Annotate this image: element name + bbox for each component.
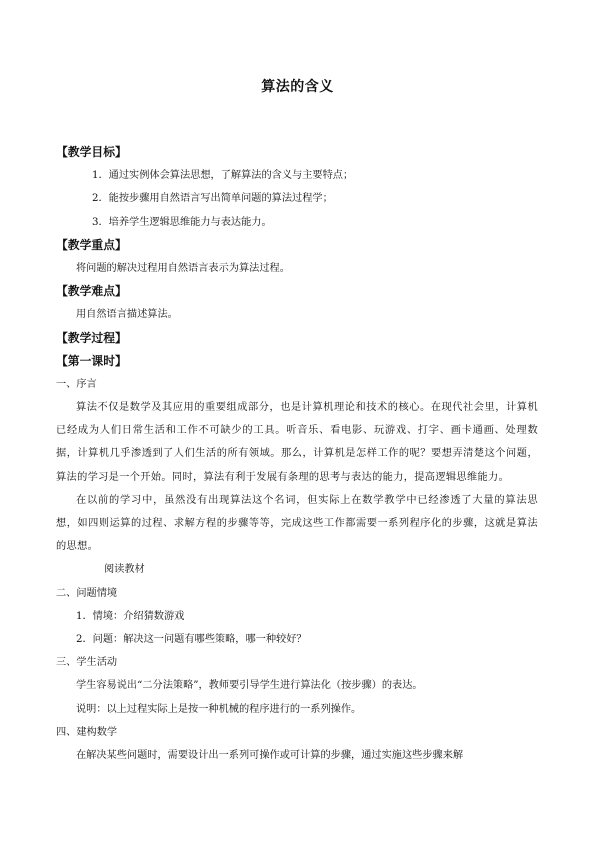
key-text: 将问题的解决过程用自然语言表示为算法过程。 bbox=[76, 262, 290, 274]
part3-paragraph-2: 说明：以上过程实际上是按一种机械的程序进行的一系列操作。 bbox=[76, 703, 362, 715]
part2-item: 2．问题：解决这一问题有哪些策略，哪一种较好？ bbox=[76, 634, 307, 646]
part1-paragraph-2: 在以前的学习中，虽然没有出现算法这个名词，但实际上在数学教学中已经渗透了大量的算法思想，如四则运算的过程、求解方程的步骤等等，完成这些工作都需要一系列程序化的步骤，这就是算法的思想。 bbox=[56, 494, 538, 553]
section-heading-difficulty: 【教学难点】 bbox=[56, 284, 127, 299]
page-title: 算法的含义 bbox=[261, 79, 334, 95]
part3-title: 三、学生活动 bbox=[56, 657, 118, 669]
part2-title: 二、问题情境 bbox=[56, 587, 118, 599]
goal-item: 3．培养学生逻辑思维能力与表达能力。 bbox=[92, 216, 272, 228]
reading-note: 阅读教材 bbox=[104, 564, 145, 576]
section-heading-goals: 【教学目标】 bbox=[56, 145, 127, 159]
part4-title: 四、建构数学 bbox=[56, 726, 118, 738]
part1-title: 一、序言 bbox=[56, 378, 97, 390]
goal-item: 1．通过实例体会算法思想，了解算法的含义与主要特点； bbox=[92, 170, 354, 182]
part4-paragraph-1: 在解决某些问题时，需要设计出一系列可操作或可计算的步骤，通过实施这些步骤来解 bbox=[76, 749, 464, 761]
section-heading-process: 【教学过程】 bbox=[56, 330, 127, 345]
document-body bbox=[56, 141, 538, 767]
difficulty-text: 用自然语言描述算法。 bbox=[76, 309, 178, 321]
part1-paragraph-1: 算法不仅是数学及其应用的重要组成部分，也是计算机理论和技术的核心。在现代社会里，计算机已经成为人们日常生活和工作不可缺少的工具。听音乐、看电影、玩游戏、打字、画卡通画、处理数据，计算机几乎渗透到了人们生活的所有领域。那么，计算机是怎样工作的呢？要想弄清楚这个问题，算法的学习是一个开始。同时，算法有利于发展有条理的思考与表达的能力，提高逻辑思维能力。 bbox=[56, 402, 538, 483]
section-heading-lesson: 【第一课时】 bbox=[56, 353, 127, 368]
goal-item: 2．能按步骤用自然语言写出简单问题的算法过程学； bbox=[92, 193, 333, 205]
part2-item: 1．情境：介绍猜数游戏 bbox=[76, 610, 185, 622]
section-heading-key: 【教学重点】 bbox=[56, 237, 127, 252]
part3-paragraph-1: 学生容易说出“二分法策略”，教师要引导学生进行算法化（按步骤）的表达。 bbox=[76, 680, 423, 692]
